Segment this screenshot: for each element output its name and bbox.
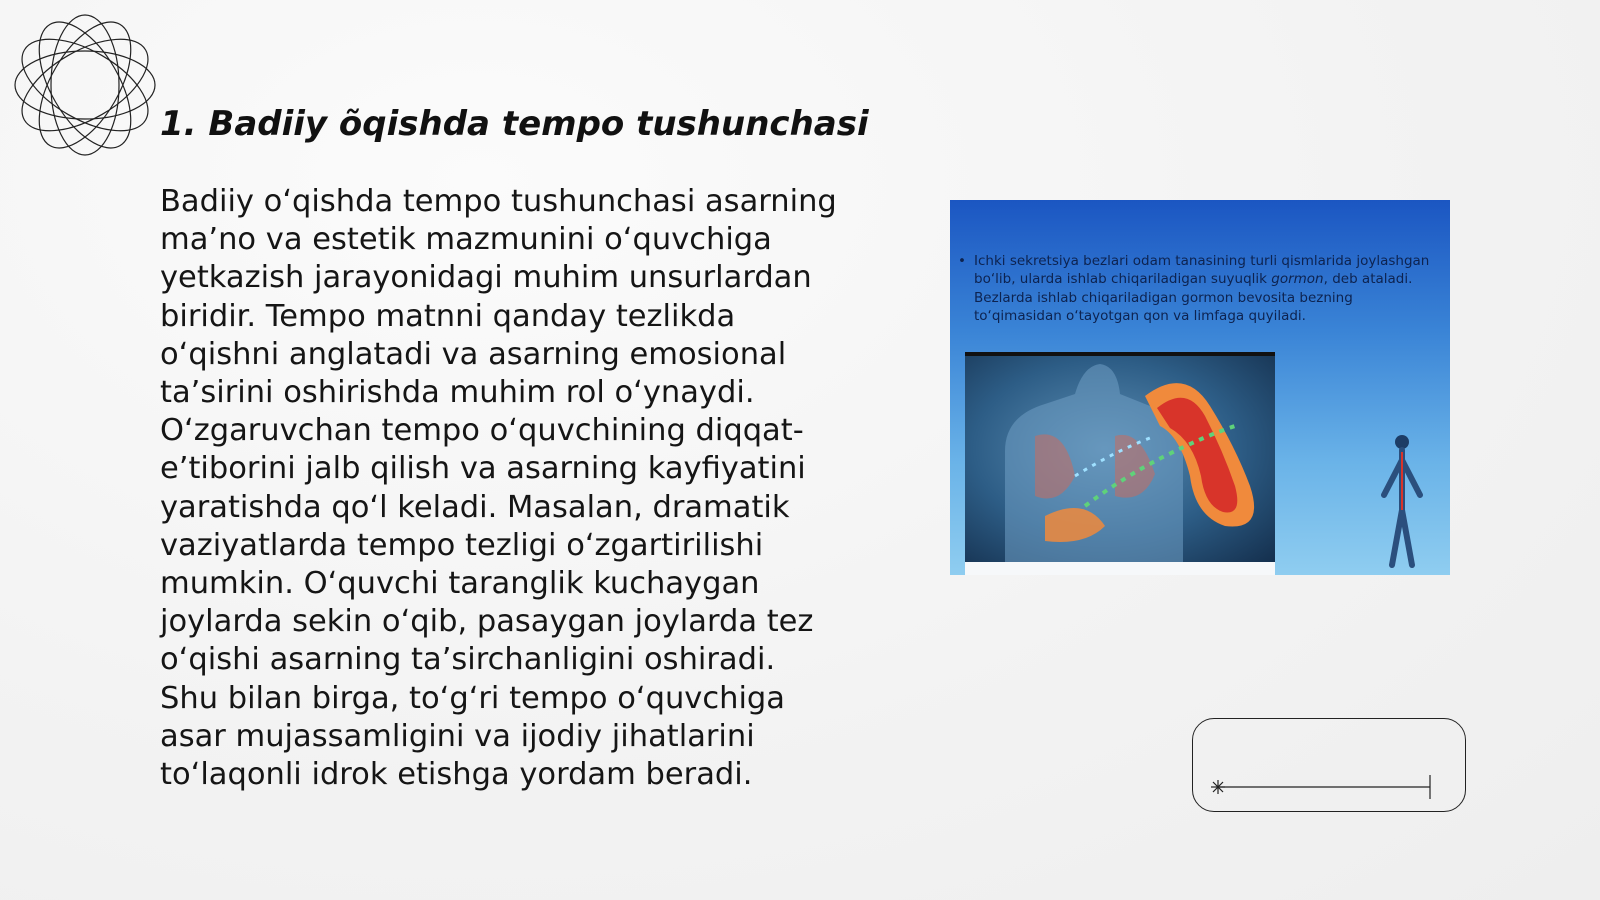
picture-caption-part-2: , deb ataladi. Bezlarda ishlab chiqariladigan gormon bevosita bezning to‘qimasidan o‘tayotgan qon va limfaga quyiladi. [974,271,1413,325]
decorative-orb-icon [10,10,160,160]
endocrine-picture [950,200,1450,575]
slide-body-text: Badiiy o‘qishda tempo tushunchasi asarning ma’no va estetik mazmunini o‘quvchiga yetkazish jarayonidagi muhim unsurlardan biridir. Tempo matnni qanday tezlikda o‘qishni anglatadi va asarning emosional ta’sirini oshirishda muhim rol o‘ynaydi. O‘zgaruvchan tempo o‘quvchining diqqat-e’tiborini jalb qilish va asarning kayfiyatini yaratishda qo‘l keladi. Masalan, dramatik vaziyatlarda tempo tezligi o‘zgartirilishi mumkin. O‘quvchi taranglik kuchaygan joylarda sekin o‘qib, pasaygan joylarda tez o‘qishi asarning ta’sirchanligini oshiradi. Shu bilan birga, to‘g‘ri tempo o‘quvchiga asar mujassamligini va ijodiy jihatlarini to‘laqonli idrok etishga yordam beradi. [160,184,837,793]
picture-footer-strip [965,562,1275,575]
picture-bullet: • [958,253,966,269]
picture-caption [958,252,1434,326]
decorative-star-line-icon [1206,772,1446,802]
anatomy-illustration [965,352,1275,566]
slide-title: 1. Badiiy õqishda tempo tushunchasi [160,104,869,144]
picture-caption-part-1: Ichki sekretsiya bezlari odam tanasining turli qismlarida joylashgan bo‘lib, ularda ishlab chiqariladigan suyuqlik [974,253,1430,288]
human-figure-icon [1372,430,1432,570]
anatomy-body-icon [965,356,1275,562]
picture-caption-italic: gormon [1271,271,1324,288]
